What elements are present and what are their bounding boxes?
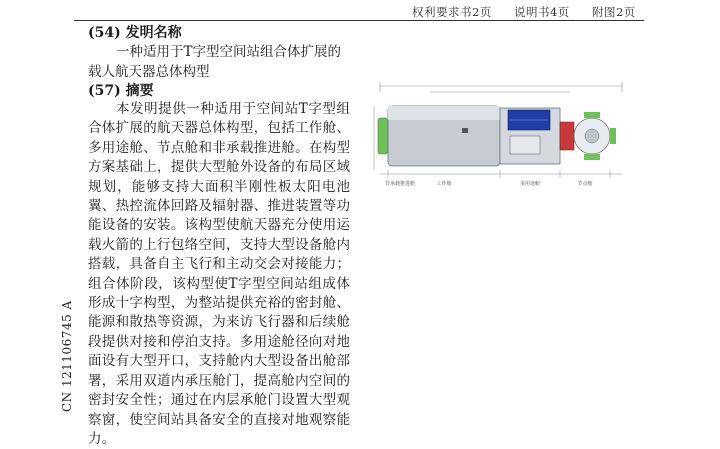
drawings-pages: 附图2页 <box>591 5 636 19</box>
abstract-text: 本发明提供一种适用于空间站T字型组合体扩展的航天器总体构型，包括工作舱、多用途舱、节点舱和非承载推进舱。在构型方案基础上，提供大型舱外设备的布局区域规划，能够支持大面积半刚性板太阳电池翼、热控流体回路及辐射器、推进装置等功能设备的安装。该构型使航天器充分使用运载火箭的上行包络空间，支持大型设备舱内搭载，具备自主飞行和主动交会对接能力；组合体阶段，该构型使T字型空间站组成体形成十字构型，为整站提供充裕的密封舱、能源和散热等资源，为来访飞行器和后续舱段提供对接和停泊支持。多用途舱径向对地面设有大型开口，支持舱内大型设备出舱部署，采用双道内承压舱门，提高舱内空间的密封安全性；通过在内层承舱门设置大型观察窗，使空间站具备安全的直接对地观察能力。 <box>88 101 350 447</box>
spacecraft-drawing <box>370 78 630 190</box>
figure-label-node-module: 节点舱 <box>577 181 593 187</box>
figure-label-propulsion-module: 非承载推进舱 <box>384 181 416 187</box>
invention-title-text: 一种适用于T字型空间站组合体扩展的载人航天器总体构型 <box>88 44 342 80</box>
header-divider <box>74 20 644 21</box>
publication-number: CN 121106745 A <box>60 300 74 412</box>
abstract-heading: (57) 摘要 <box>88 83 154 99</box>
document-meta-header <box>412 4 654 20</box>
invention-title-heading: (54) 发明名称 <box>88 25 182 41</box>
description-pages: 说明书4页 <box>513 5 570 19</box>
claims-pages: 权利要求书2页 <box>412 5 492 19</box>
figure-label-multipurpose-module: 多用途舱 <box>519 181 541 187</box>
figure-label-work-module: 工作舱 <box>436 181 452 187</box>
